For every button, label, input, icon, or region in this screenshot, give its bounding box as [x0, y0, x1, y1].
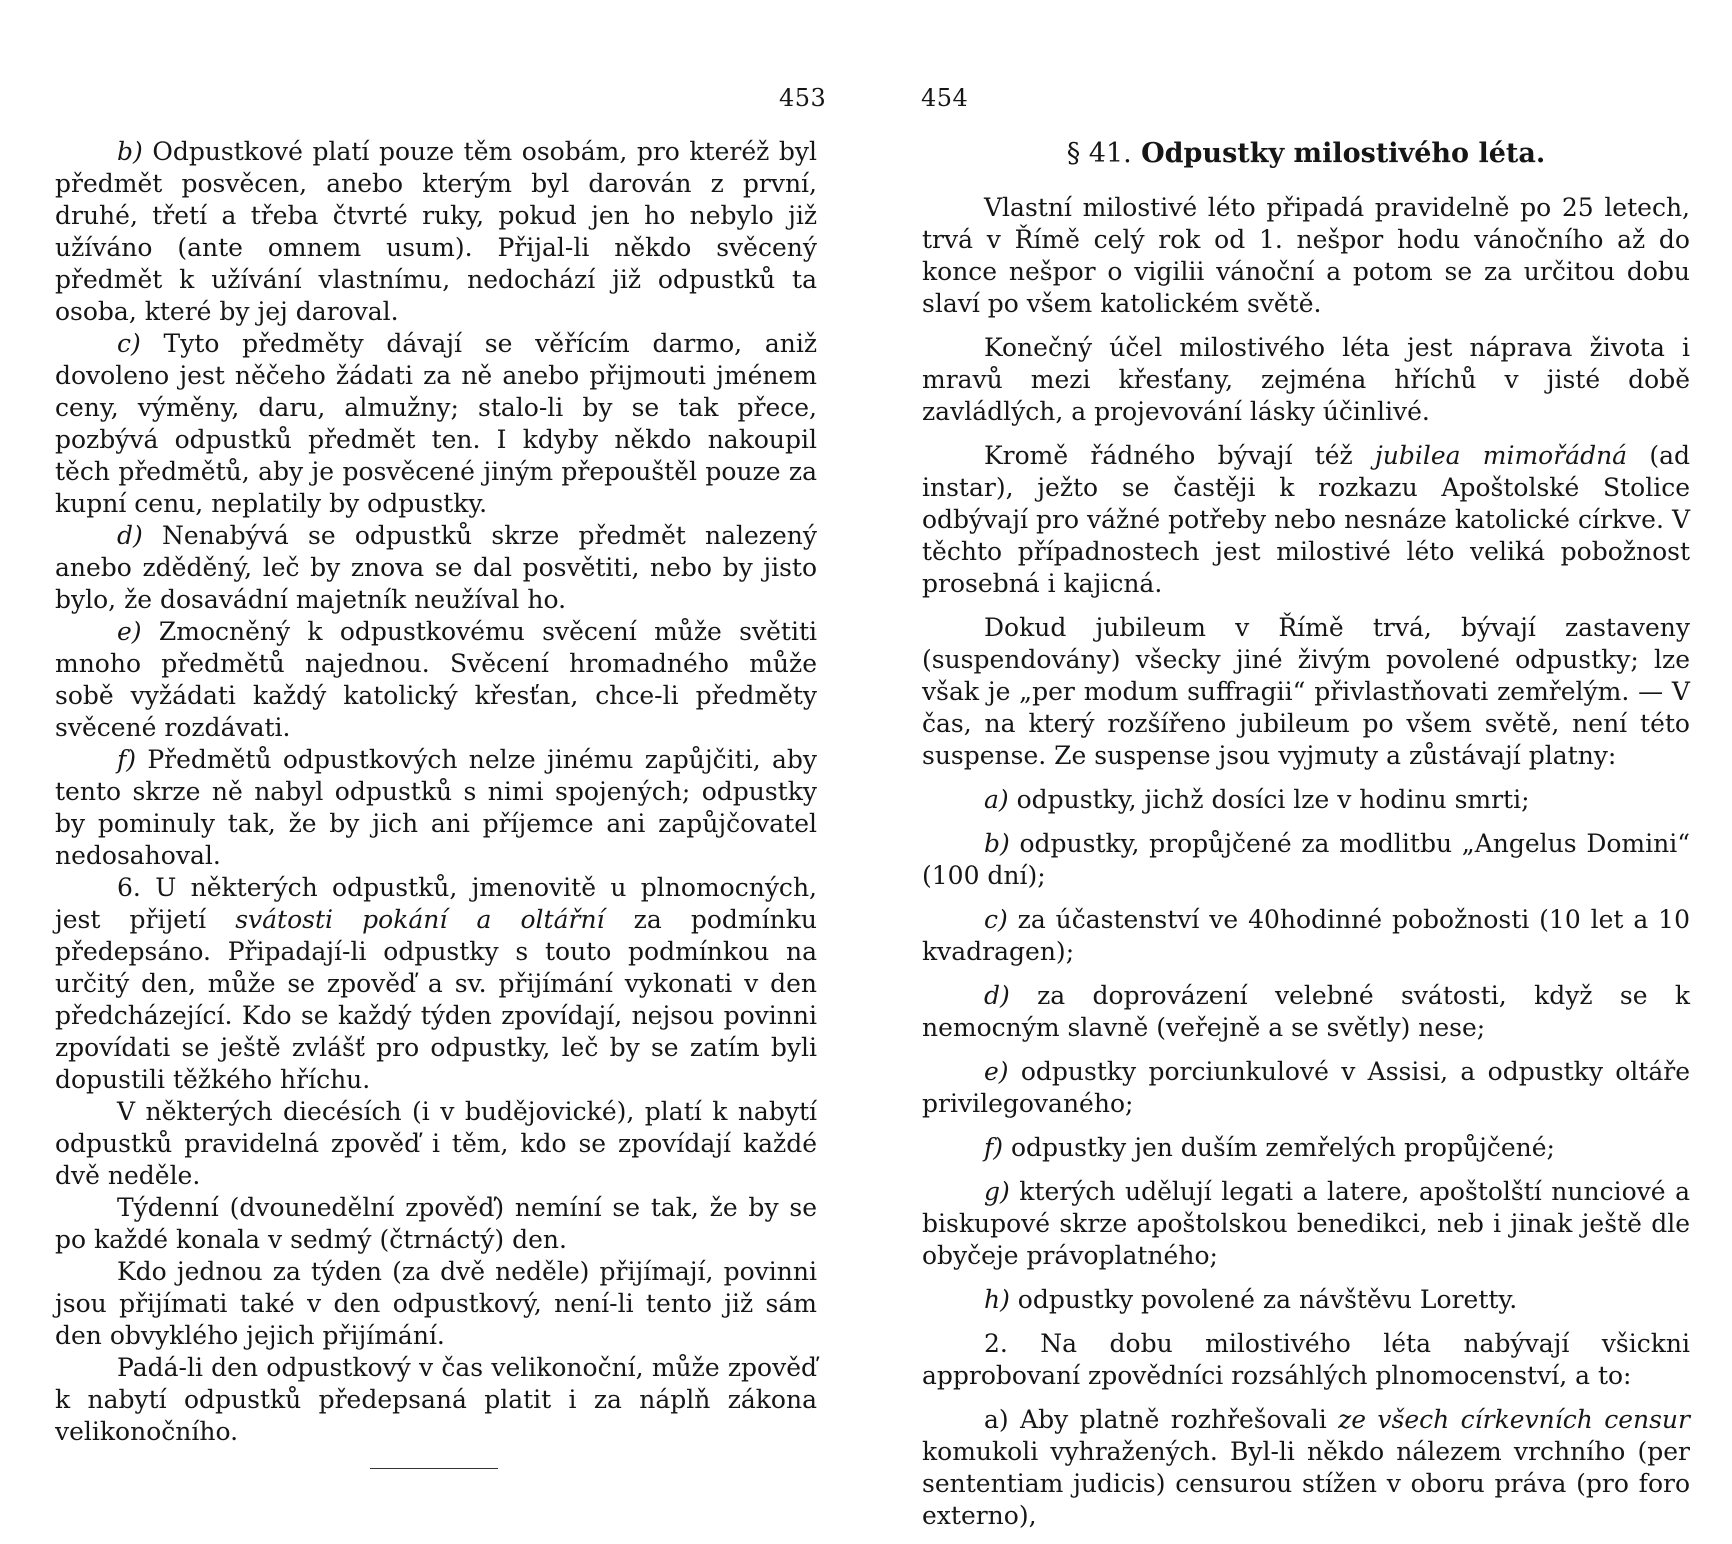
emphasis-text: svátosti pokání a oltářní: [235, 905, 605, 934]
section-title: Odpustky milostivého léta.: [1141, 138, 1546, 169]
list-item-a: [922, 784, 1690, 816]
paragraph: Kdo jednou za týden (za dvě neděle) přijímají, povinni jsou přijímati také v den odpustkový, není-li tento již sám den obvyklého jejich přijímání.: [55, 1257, 817, 1350]
paragraph-text: za podmínku předepsáno. Připadají-li odpustky s touto podmínkou na určitý den, může se zpověď a sv. přijímání vykonati v den předcházející. Kdo se každý týden zpovídají, nejsou povinni zpovídati se ještě zvlášť pro odpustky, leč by se zatím byli dopustili těžkého hříchu.: [55, 905, 817, 1094]
paragraph: Vlastní milostivé léto připadá pravidelně po 25 letech, trvá v Římě celý rok od 1. nešpor hodu vánočního až do konce nešpor o vigilii vánoční a potom se za určitou dobu slaví po všem katolickém světě.: [922, 193, 1690, 318]
item-label: e): [984, 1057, 1009, 1086]
right-text-block: [922, 132, 1690, 1544]
paragraph-d: [55, 520, 817, 616]
paragraph-text: Předmětů odpustkových nelze jinému zapůjčiti, aby tento skrze ně nabyl odpustků s nimi spojených; odpustky by pominuly tak, že by jich ani příjemce ani zapůjčovatel nedosahoval.: [55, 745, 817, 870]
paragraph-text: kterých udělují legati a latere, apoštolští nunciové a biskupové skrze apoštolskou benedikci, neb i jinak ještě dle obyčeje právoplatného;: [922, 1177, 1690, 1270]
emphasis-text: ze všech církevních censur: [1338, 1405, 1690, 1434]
paragraph-c: [55, 328, 817, 520]
page-number: 453: [779, 84, 827, 112]
paragraph-text: odpustky jen duším zemřelých propůjčené;: [1003, 1133, 1555, 1162]
item-label: a): [984, 785, 1009, 814]
list-item-c: [922, 904, 1690, 968]
right-page: [866, 0, 1732, 1530]
list-item-h: [922, 1284, 1690, 1316]
list-item-b: [922, 828, 1690, 892]
paragraph-text: a) Aby platně rozhřešovali: [984, 1405, 1339, 1434]
paragraph: V některých diecésích (i v budějovické), platí k nabytí odpustků pravidelná zpověď i těm, kdo se zpovídají každé dvě neděle.: [55, 1097, 817, 1190]
paragraph-text: odpustky porciunkulové v Assisi, a odpustky oltáře privilegovaného;: [922, 1057, 1690, 1118]
item-label: f): [984, 1133, 1004, 1162]
item-label: h): [984, 1285, 1010, 1314]
item-label: c): [117, 329, 141, 358]
paragraph-text: 6. U některých odpustků, jmenovitě u plnomocných, jest přijetí: [55, 873, 817, 934]
paragraph: 2. Na dobu milostivého léta nabývají všickni approbovaní zpovědníci rozsáhlých plnomocenství, a to:: [922, 1329, 1690, 1390]
list-item-f: [922, 1132, 1690, 1164]
item-label: c): [984, 905, 1008, 934]
paragraph-f: [55, 744, 817, 872]
paragraph-text: odpustky, jichž dosíci lze v hodinu smrti;: [1008, 785, 1530, 814]
paragraph-text: odpustky, propůjčené za modlitbu „Angelus Domini“ (100 dní);: [922, 829, 1690, 890]
section-heading: [922, 138, 1690, 170]
left-text-block: [55, 136, 817, 1448]
item-label: b): [117, 137, 143, 166]
item-label: d): [117, 521, 143, 550]
paragraph-b: [55, 136, 817, 328]
item-label: g): [984, 1177, 1010, 1206]
item-label: f): [117, 745, 137, 774]
paragraph: [922, 440, 1690, 600]
paragraph: Konečný účel milostivého léta jest náprava života i mravů mezi křesťany, zejména hříchů v jisté době zavládlých, a projevování lásky účinlivé.: [922, 333, 1690, 426]
paragraph-text: komukoli vyhražených. Byl-li někdo nálezem vrchního (per sententiam judicis) censurou stížen v oboru práva (pro foro externo),: [922, 1437, 1690, 1530]
paragraph-text: odpustky povolené za návštěvu Loretty.: [1009, 1285, 1518, 1314]
paragraph-e: [55, 616, 817, 744]
paragraph-6: [55, 872, 817, 1096]
paragraph-text: Odpustkové platí pouze těm osobám, pro kteréž byl předmět posvěcen, anebo kterým byl darován z první, druhé, třetí a třeba čtvrté ruky, pokud jen ho nebylo již užíváno (ante omnem usum). Přijal-li někdo svěcený předmět k užívání vlastnímu, nedochází již odpustků ta osoba, které by jej daroval.: [55, 137, 817, 326]
paragraph-text: za účastenství ve 40hodinné pobožnosti (10 let a 10 kvadragen);: [922, 905, 1690, 966]
page-number: 454: [921, 84, 969, 112]
section-number: § 41.: [1066, 138, 1132, 169]
paragraph: [922, 1404, 1690, 1532]
left-page: [0, 0, 866, 1500]
list-item-e: [922, 1056, 1690, 1120]
list-item-g: [922, 1176, 1690, 1272]
paragraph-text: (ad instar), ježto se častěji k rozkazu Apoštolské Stolice odbývají pro vážné potřeby nebo nesnáze katolické církve. V těchto případnostech jest milostivé léto veliká pobožnost prosebná i kajicná.: [922, 441, 1690, 598]
item-label: d): [984, 981, 1010, 1010]
paragraph: Týdenní (dvounedělní zpověď) nemíní se tak, že by se po každé konala v sedmý (čtrnáctý) den.: [55, 1193, 817, 1254]
item-label: b): [984, 829, 1010, 858]
paragraph-text: Tyto předměty dávají se věřícím darmo, aniž dovoleno jest něčeho žádati za ně anebo přijmouti jménem ceny, výměny, daru, almužny; stalo-li by se tak přece, pozbývá odpustků předmět ten. I kdyby někdo nakoupil těch předmětů, aby je posvěcené jiným přepouštěl pouze za kupní cenu, neplatily by odpustky.: [55, 329, 817, 518]
emphasis-text: jubilea mimořádná: [1374, 441, 1628, 470]
paragraph-text: Zmocněný k odpustkovému svěcení může světiti mnoho předmětů najednou. Svěcení hromadného může sobě vyžádati každý katolický křesťan, chce-li předměty svěcené rozdávati.: [55, 617, 817, 742]
paragraph-text: za doprovázení velebné svátosti, když se k nemocným slavně (veřejně a se světly) nese;: [922, 981, 1690, 1042]
paragraph: Dokud jubileum v Římě trvá, bývají zastaveny (suspendovány) všecky jiné živým povolené odpustky; lze však je „per modum suffragii“ přivlastňovati zemřelým. — V čas, na který rozšířeno jubileum po všem světě, není této suspense. Ze suspense jsou vyjmuty a zůstávají platny:: [922, 613, 1690, 770]
end-rule: [370, 1468, 498, 1469]
paragraph: Padá-li den odpustkový v čas velikonoční, může zpověď k nabytí odpustků předepsaná platit i za náplň zákona velikonočního.: [55, 1353, 817, 1446]
paragraph-text: Nenabývá se odpustků skrze předmět nalezený anebo zděděný, leč by znova se dal posvětiti, nebo by jisto bylo, že dosavádní majetník neužíval ho.: [55, 521, 817, 614]
paragraph-text: Kromě řádného bývají též: [984, 441, 1375, 470]
list-item-d: [922, 980, 1690, 1044]
item-label: e): [117, 617, 142, 646]
